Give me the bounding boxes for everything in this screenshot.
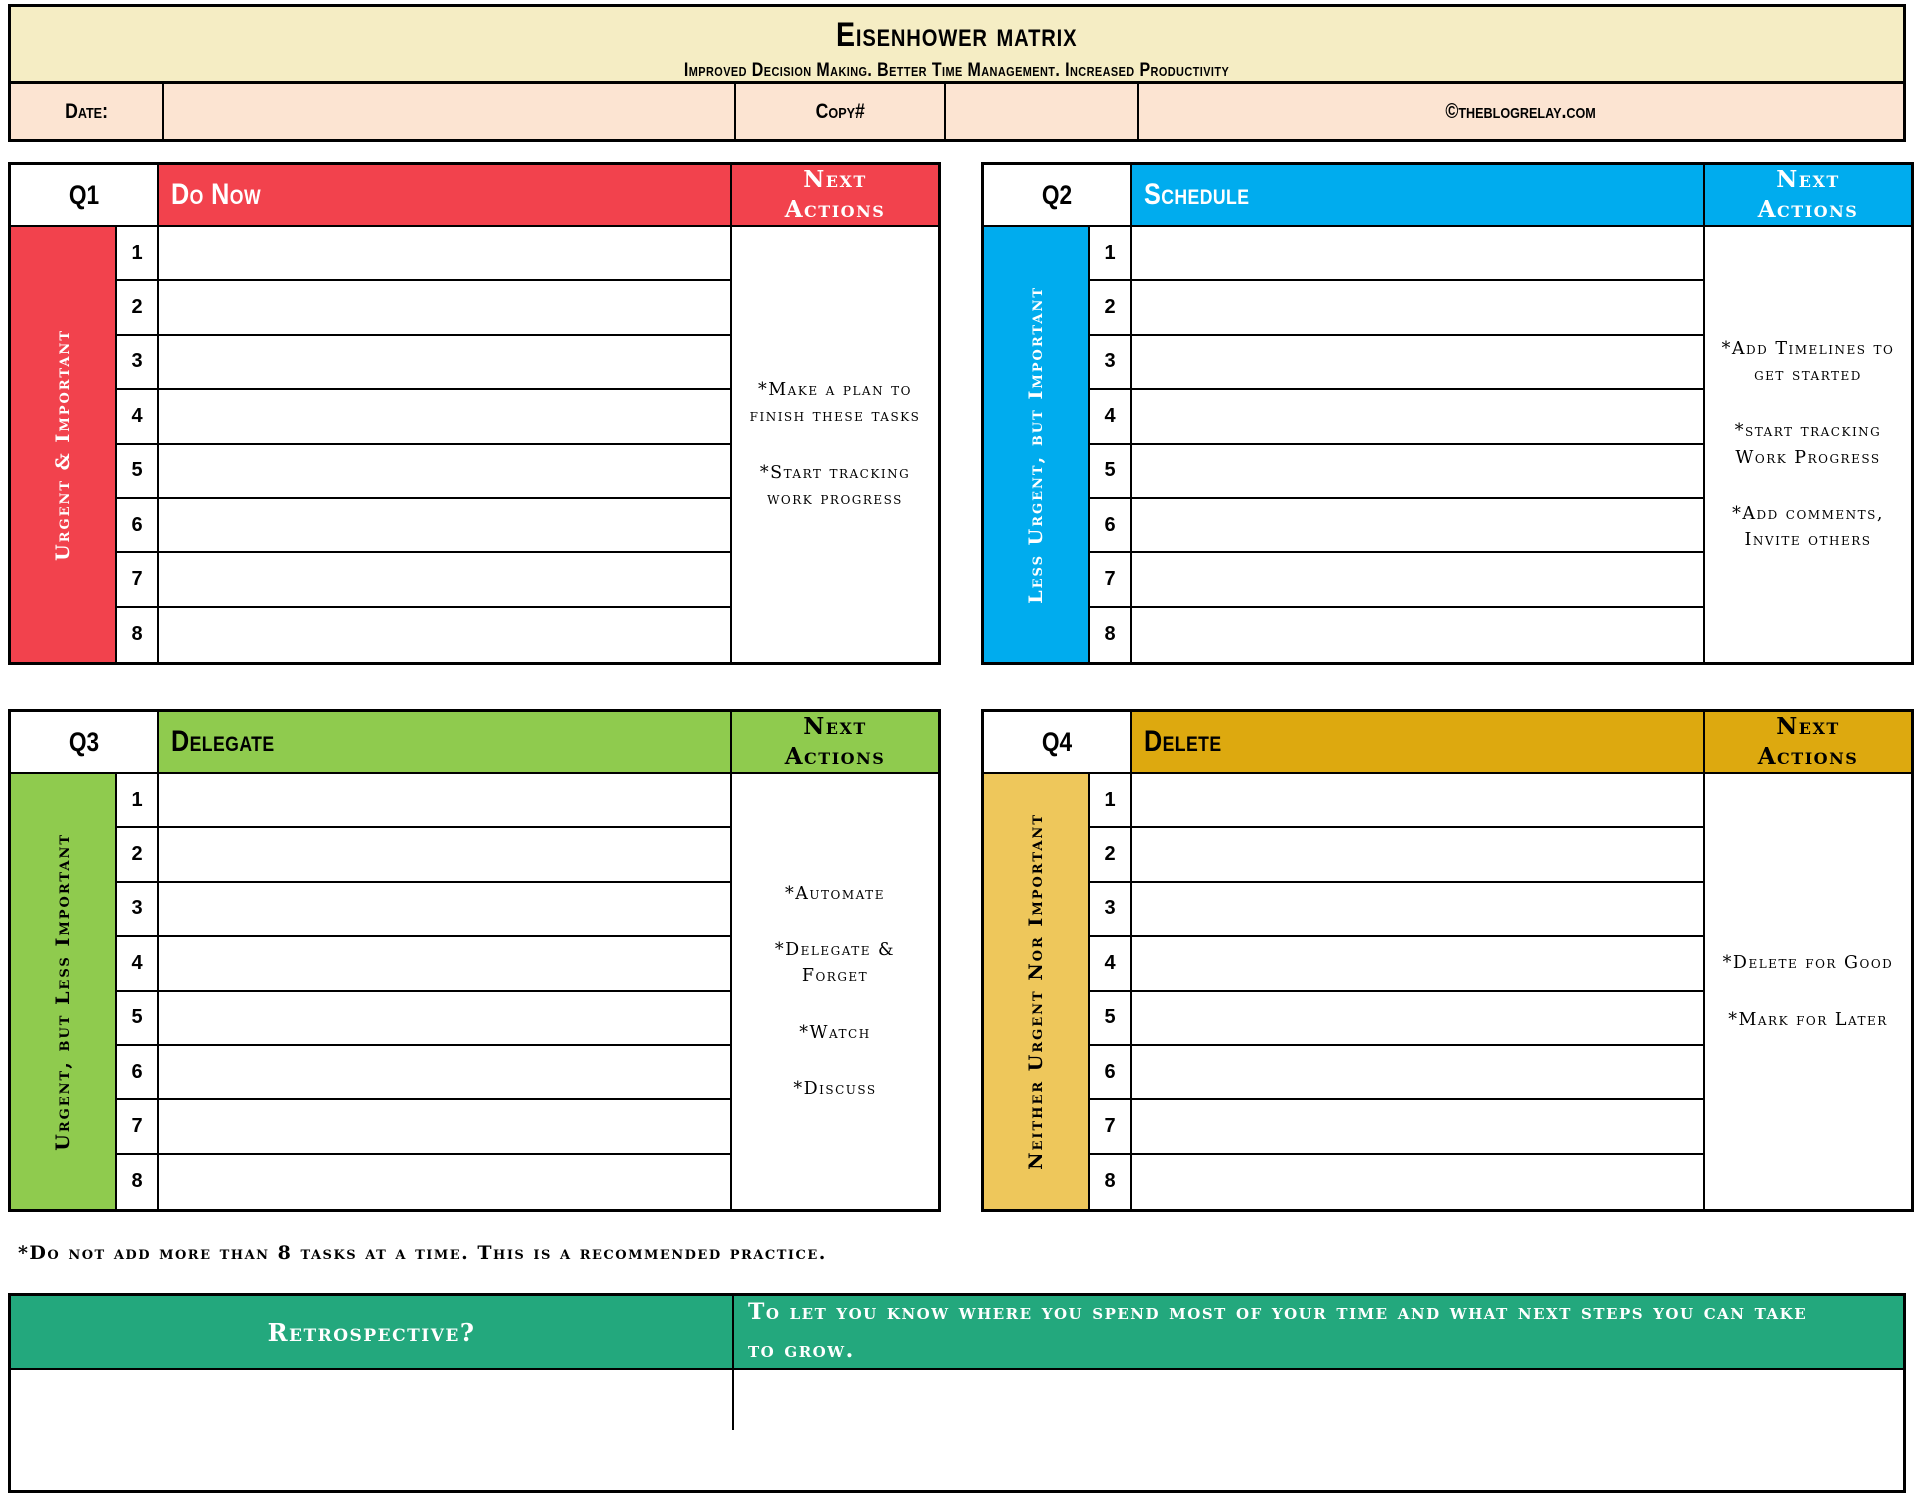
task-input-cell[interactable] bbox=[159, 774, 730, 828]
task-input-cell[interactable] bbox=[1132, 1046, 1703, 1100]
row-number: 2 bbox=[117, 828, 159, 882]
row-number: 8 bbox=[1090, 608, 1132, 662]
task-input-cell[interactable] bbox=[1132, 281, 1703, 335]
row-number: 4 bbox=[1090, 937, 1132, 991]
title-banner bbox=[8, 4, 1906, 84]
next-actions-box bbox=[730, 227, 938, 662]
row-number: 8 bbox=[117, 1155, 159, 1209]
row-number: 1 bbox=[1090, 774, 1132, 828]
task-input-cell[interactable] bbox=[159, 499, 730, 553]
footnote: *Do not add more than 8 tasks at a time. This is a recommended practice. bbox=[18, 1242, 827, 1264]
quadrant-title: Delegate bbox=[159, 712, 730, 774]
row-number: 2 bbox=[1090, 281, 1132, 335]
row-number: 5 bbox=[1090, 445, 1132, 499]
axis-label: Neither Urgent Nor Important bbox=[1025, 813, 1047, 1170]
task-input-cell[interactable] bbox=[159, 608, 730, 662]
axis-label: Urgent, but Less Important bbox=[52, 832, 74, 1151]
row-number: 6 bbox=[1090, 1046, 1132, 1100]
row-number: 3 bbox=[117, 883, 159, 937]
quadrant-q1 bbox=[8, 162, 941, 665]
quadrant-q2 bbox=[981, 162, 1914, 665]
task-input-cell[interactable] bbox=[159, 828, 730, 882]
row-number: 3 bbox=[117, 336, 159, 390]
retrospective-entry-row bbox=[11, 1370, 1903, 1430]
task-input-cell[interactable] bbox=[1132, 390, 1703, 444]
retrospective-entry-label-cell[interactable] bbox=[11, 1370, 734, 1430]
task-input-cell[interactable] bbox=[1132, 336, 1703, 390]
task-input-cell[interactable] bbox=[159, 281, 730, 335]
row-number: 1 bbox=[117, 227, 159, 281]
quadrant-title: Schedule bbox=[1132, 165, 1703, 227]
task-input-cell[interactable] bbox=[159, 553, 730, 607]
row-number: 2 bbox=[1090, 828, 1132, 882]
axis-label: Urgent & Important bbox=[52, 328, 74, 561]
row-number: 2 bbox=[117, 281, 159, 335]
quadrant-title: Delete bbox=[1132, 712, 1703, 774]
row-number: 3 bbox=[1090, 883, 1132, 937]
quadrant-q4 bbox=[981, 709, 1914, 1212]
row-number: 7 bbox=[1090, 1100, 1132, 1154]
quadrant-axis bbox=[984, 227, 1090, 662]
task-input-cell[interactable] bbox=[159, 883, 730, 937]
quadrant-axis bbox=[984, 774, 1090, 1209]
site-credit: ©theblogrelay.com bbox=[1137, 84, 1903, 139]
task-input-cell[interactable] bbox=[159, 992, 730, 1046]
next-actions-header: Next Actions bbox=[730, 712, 938, 774]
page-subtitle: Improved Decision Making. Better Time Management. Increased Productivity bbox=[684, 60, 1230, 81]
quadrant-label: Q2 bbox=[984, 165, 1132, 227]
row-number: 4 bbox=[1090, 390, 1132, 444]
row-number: 6 bbox=[1090, 499, 1132, 553]
date-input-cell[interactable] bbox=[162, 84, 734, 139]
task-input-cell[interactable] bbox=[1132, 883, 1703, 937]
retrospective-question: Retrospective? bbox=[11, 1296, 734, 1368]
row-number: 5 bbox=[1090, 992, 1132, 1046]
quadrant-title: Do Now bbox=[159, 165, 730, 227]
task-input-cell[interactable] bbox=[159, 445, 730, 499]
next-actions-header: Next Actions bbox=[1703, 712, 1911, 774]
row-number: 6 bbox=[117, 1046, 159, 1100]
task-input-cell[interactable] bbox=[159, 937, 730, 991]
next-actions-box bbox=[730, 774, 938, 1209]
row-number: 5 bbox=[117, 445, 159, 499]
task-input-cell[interactable] bbox=[1132, 553, 1703, 607]
task-input-cell[interactable] bbox=[159, 336, 730, 390]
next-action-item: *Mark for Later bbox=[1728, 1009, 1888, 1030]
row-number: 4 bbox=[117, 937, 159, 991]
task-input-cell[interactable] bbox=[159, 227, 730, 281]
next-action-item: *Delegate & Forget bbox=[774, 940, 896, 987]
task-input-cell[interactable] bbox=[1132, 992, 1703, 1046]
retrospective-entry-input-cell[interactable] bbox=[734, 1370, 1903, 1430]
retrospective-header-row bbox=[11, 1296, 1903, 1370]
quadrant-label: Q3 bbox=[11, 712, 159, 774]
date-label: Date: bbox=[65, 99, 108, 123]
row-number: 1 bbox=[1090, 227, 1132, 281]
next-action-item: *Discuss bbox=[793, 1078, 877, 1099]
row-number: 7 bbox=[117, 553, 159, 607]
next-action-item: *Automate bbox=[785, 883, 885, 904]
next-action-item: *Add Timelines to get started bbox=[1721, 338, 1895, 385]
task-input-cell[interactable] bbox=[1132, 774, 1703, 828]
page-title: Eisenhower matrix bbox=[836, 16, 1078, 54]
next-action-item: *Make a plan to finish these tasks bbox=[749, 380, 921, 427]
next-action-item: *Watch bbox=[799, 1022, 871, 1043]
task-input-cell[interactable] bbox=[1132, 499, 1703, 553]
task-input-cell[interactable] bbox=[1132, 1100, 1703, 1154]
next-actions-box bbox=[1703, 227, 1911, 662]
row-number: 1 bbox=[117, 774, 159, 828]
task-input-cell[interactable] bbox=[1132, 608, 1703, 662]
quadrant-axis bbox=[11, 774, 117, 1209]
task-input-cell[interactable] bbox=[1132, 937, 1703, 991]
row-number: 3 bbox=[1090, 336, 1132, 390]
quadrant-label: Q1 bbox=[11, 165, 159, 227]
task-input-cell[interactable] bbox=[159, 1046, 730, 1100]
next-actions-box bbox=[1703, 774, 1911, 1209]
task-input-cell[interactable] bbox=[159, 1100, 730, 1154]
row-number: 8 bbox=[1090, 1155, 1132, 1209]
task-input-cell[interactable] bbox=[159, 390, 730, 444]
task-input-cell[interactable] bbox=[159, 1155, 730, 1209]
axis-label: Less Urgent, but Important bbox=[1025, 285, 1047, 604]
meta-row bbox=[8, 84, 1906, 142]
row-number: 7 bbox=[1090, 553, 1132, 607]
next-actions-header: Next Actions bbox=[730, 165, 938, 227]
task-input-cell[interactable] bbox=[1132, 828, 1703, 882]
row-number: 6 bbox=[117, 499, 159, 553]
next-actions-header: Next Actions bbox=[1703, 165, 1911, 227]
task-input-cell[interactable] bbox=[1132, 445, 1703, 499]
copy-input-cell[interactable] bbox=[944, 84, 1137, 139]
copy-label: Copy# bbox=[734, 84, 944, 139]
quadrant-grid bbox=[8, 162, 1914, 1212]
row-number: 4 bbox=[117, 390, 159, 444]
row-number: 8 bbox=[117, 608, 159, 662]
task-input-cell[interactable] bbox=[1132, 227, 1703, 281]
retrospective-answer: To let you know where you spend most of your time and what next steps you can take to grow. bbox=[748, 1299, 1808, 1363]
quadrant-label: Q4 bbox=[984, 712, 1132, 774]
quadrant-axis bbox=[11, 227, 117, 662]
quadrant-q3 bbox=[8, 709, 941, 1212]
next-action-item: *start tracking Work Progress bbox=[1734, 421, 1882, 468]
next-action-item: *Delete for Good bbox=[1722, 953, 1894, 974]
row-number: 5 bbox=[117, 992, 159, 1046]
retrospective-table bbox=[8, 1293, 1906, 1493]
task-input-cell[interactable] bbox=[1132, 1155, 1703, 1209]
next-action-item: *Start tracking work progress bbox=[759, 462, 911, 509]
next-action-item: *Add comments, Invite others bbox=[1732, 503, 1884, 550]
row-number: 7 bbox=[117, 1100, 159, 1154]
